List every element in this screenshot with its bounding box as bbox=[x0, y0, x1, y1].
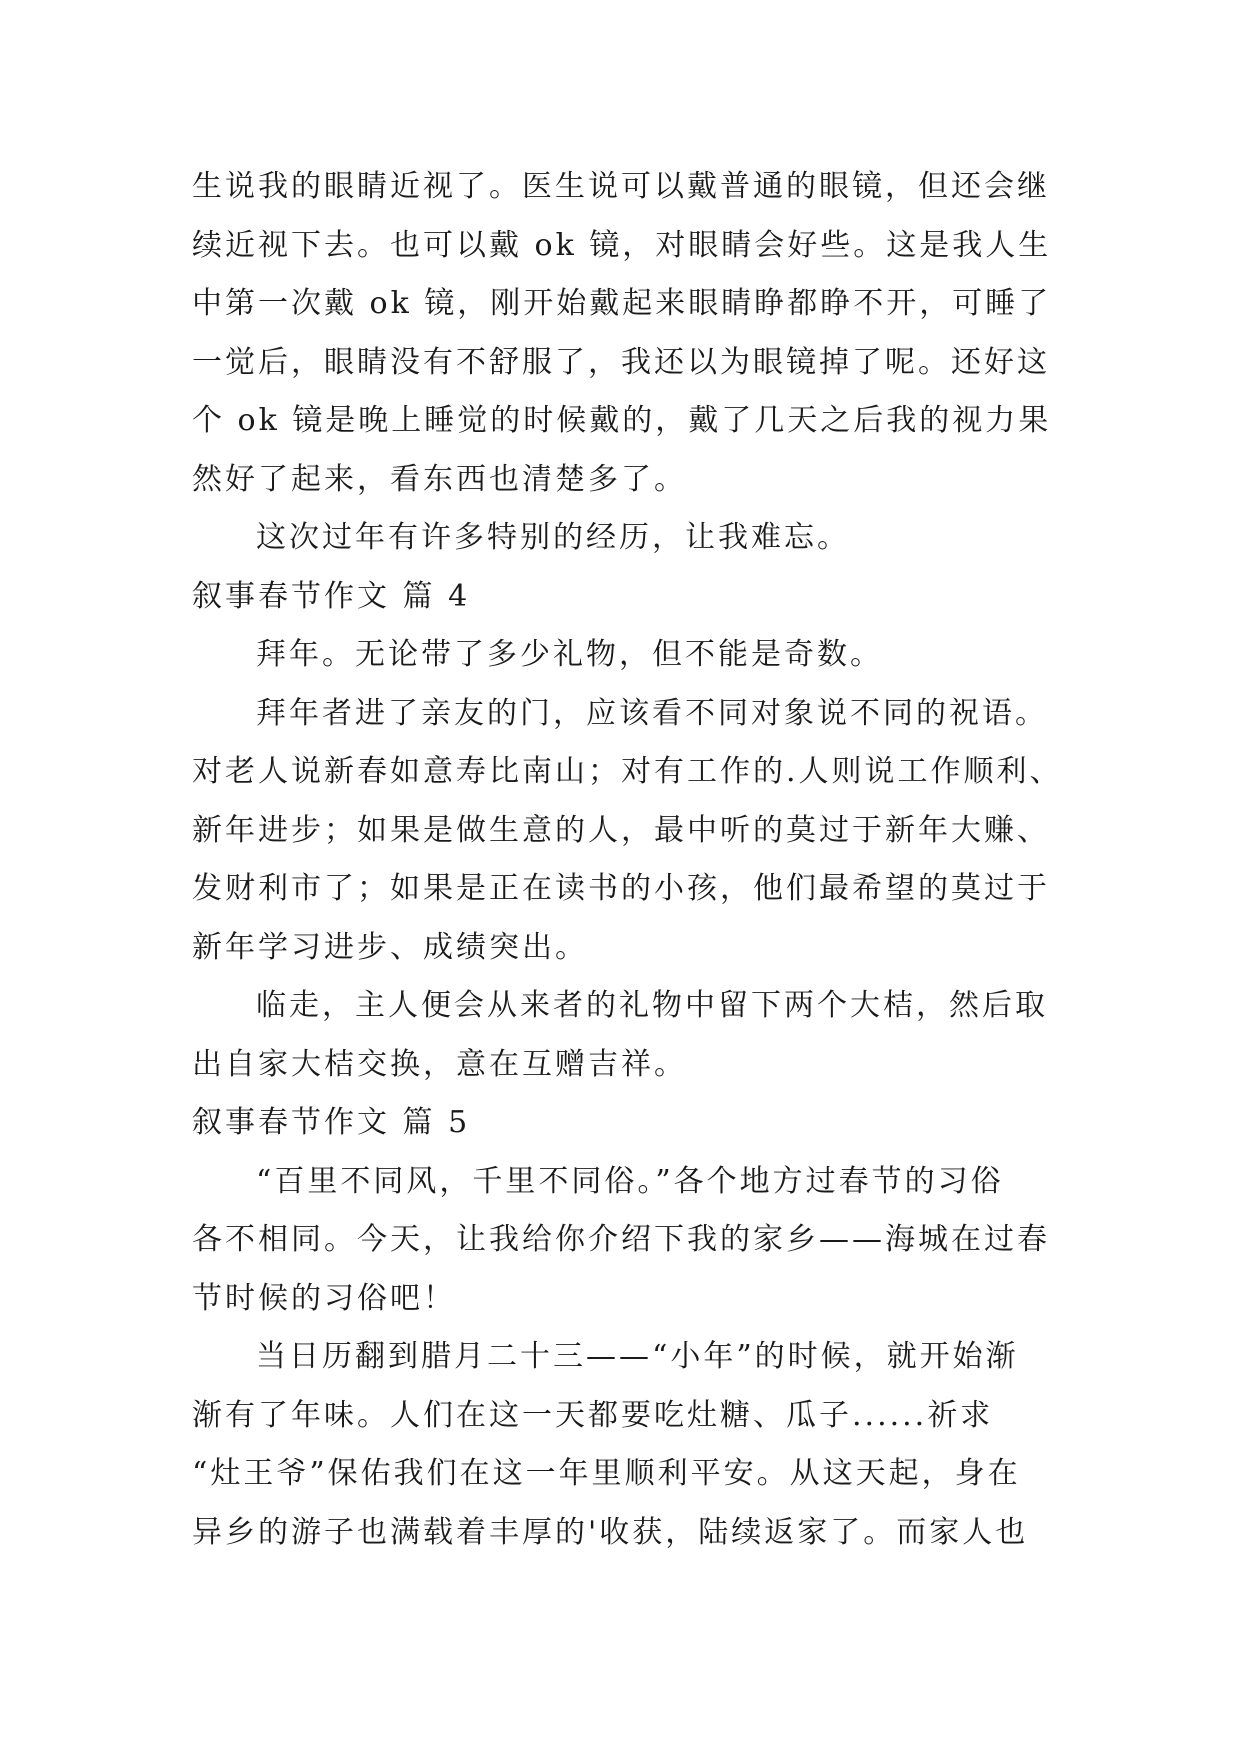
paragraph-start-line: 当日历翻到腊月二十三——“小年”的时候，就开始渐 bbox=[256, 1339, 1019, 1374]
text-line: 续近视下去。也可以戴 ok 镜，对眼睛会好些。这是我人生 bbox=[192, 227, 1052, 263]
text-line: 渐有了年味。人们在这一天都要吃灶糖、瓜子......祈求 bbox=[192, 1397, 994, 1433]
text-line: 生说我的眼睛近视了。医生说可以戴普通的眼镜，但还会继 bbox=[192, 169, 1050, 204]
document-body bbox=[192, 158, 1072, 1562]
text-line: 对老人说新春如意寿比南山；对有工作的.人则说工作顺利、 bbox=[192, 754, 1063, 789]
text-line: 新年进步；如果是做生意的人，最中听的莫过于新年大赚、 bbox=[192, 812, 1050, 848]
paragraph-start-line: 临走，主人便会从来者的礼物中留下两个大桔，然后取 bbox=[256, 988, 1048, 1023]
paragraph-start-line: 拜年者进了亲友的门，应该看不同对象说不同的祝语。 bbox=[256, 695, 1048, 731]
text-line: 中第一次戴 ok 镜，刚开始戴起来眼睛睁都睁不开，可睡了 bbox=[192, 286, 1052, 321]
text-line: 节时候的习俗吧！ bbox=[192, 1280, 456, 1316]
text-line: 各不相同。今天，让我给你介绍下我的家乡——海城在过春 bbox=[192, 1222, 1050, 1257]
text-line: 一觉后，眼睛没有不舒服了，我还以为眼镜掉了呢。还好这 bbox=[192, 344, 1050, 380]
text-line: 异乡的游子也满载着丰厚的'收获，陆续返家了。而家人也 bbox=[192, 1514, 1029, 1550]
section-heading-5: 叙事春节作文 篇 5 bbox=[192, 1105, 471, 1140]
text-line: 然好了起来，看东西也清楚多了。 bbox=[192, 461, 687, 497]
text-line: 发财利市了；如果是正在读书的小孩，他们最希望的莫过于 bbox=[192, 871, 1050, 906]
text-line: 出自家大桔交换，意在互赠吉祥。 bbox=[192, 1046, 687, 1082]
text-line: 个 ok 镜是晚上睡觉的时候戴的，戴了几天之后我的视力果 bbox=[192, 403, 1052, 438]
section-heading-4: 叙事春节作文 篇 4 bbox=[192, 578, 471, 614]
paragraph-start-line: “百里不同风，千里不同俗。”各个地方过春节的习俗 bbox=[256, 1163, 1004, 1199]
paragraph-start-line: 这次过年有许多特别的经历，让我难忘。 bbox=[256, 520, 850, 555]
text-line: 新年学习进步、成绩突出。 bbox=[192, 929, 588, 965]
text-line: “灶王爷”保佑我们在这一年里顺利平安。从这天起，身在 bbox=[192, 1456, 1021, 1491]
paragraph-start-line: 拜年。无论带了多少礼物，但不能是奇数。 bbox=[256, 637, 883, 672]
